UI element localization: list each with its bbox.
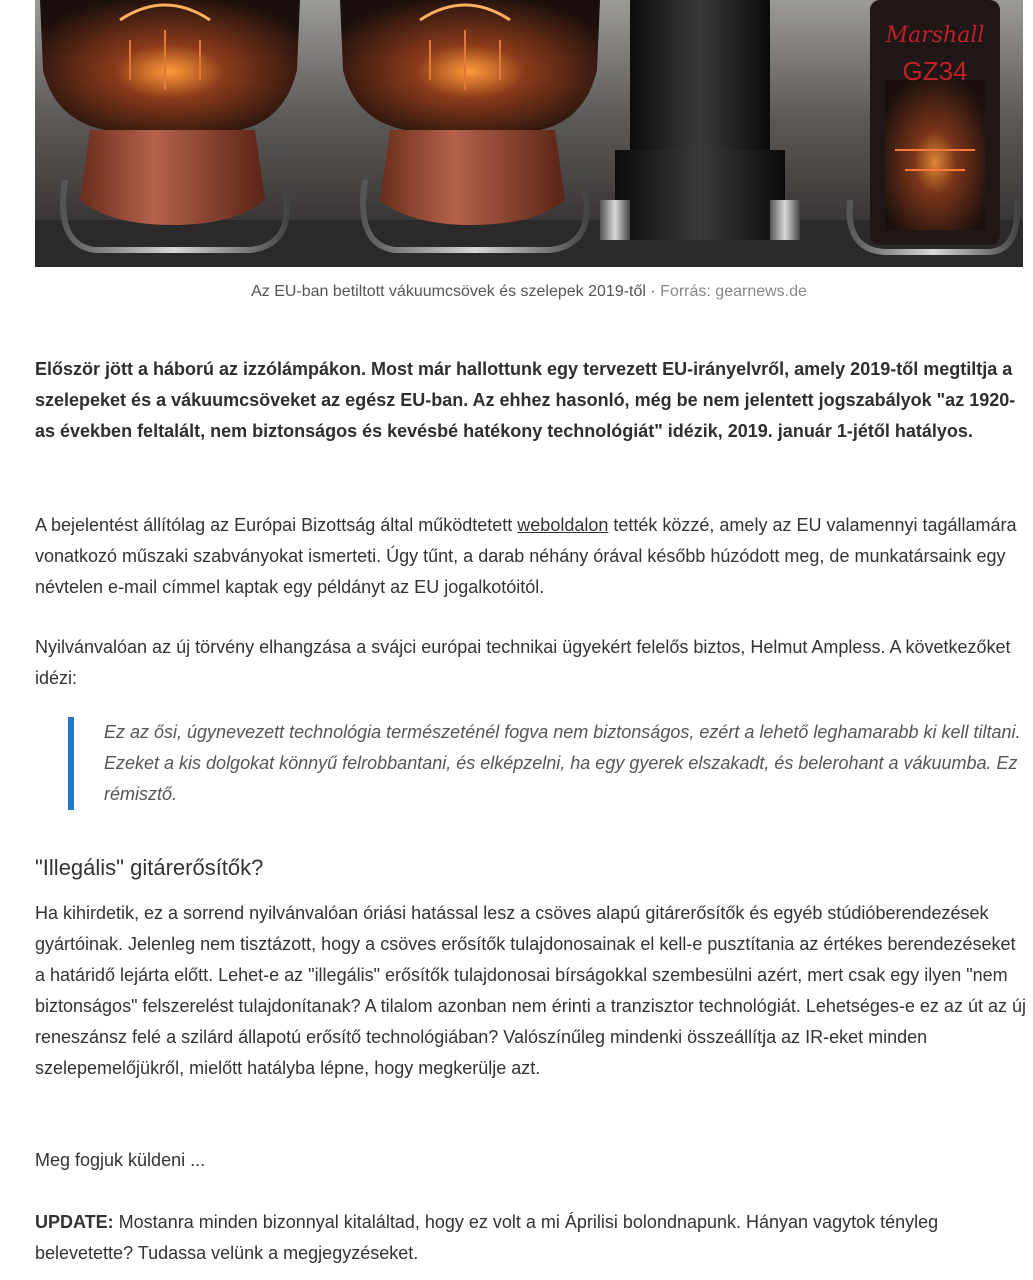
caption-text: Az EU-ban betiltott vákuumcsövek és szelepek 2019-től ·: [251, 283, 661, 300]
tube-3: [600, 0, 800, 240]
caption-source: Forrás: gearnews.de: [660, 283, 807, 300]
quote-block: Ez az ősi, úgynevezett technológia természeténél fogva nem biztonságos, ezért a lehető leghamarabb ki kell tiltani. Ezeket a kis dolgokat könnyű felrobbantani, és elképzelni, ha egy gyerek elszakadt, és belerohant a vákuumba. Ez rémisztő.: [68, 717, 1033, 810]
article-paragraph-1: [35, 510, 1030, 603]
update-label: UPDATE:: [35, 1212, 114, 1232]
tube-4: [849, 0, 1017, 252]
article-lead: Először jött a háború az izzólámpákon. Most már hallottunk egy tervezett EU-irányelvről, amely 2019-től megtiltja a szelepeket és a vákuumcsöveket az egész EU-ban. Az ehhez hasonló, még be nem jelentett jogszabályok "az 1920-as években feltalált, nem biztonságos és kevésbé hatékony technológiát" idézik, 2019. január 1-jétől hatályos.: [35, 359, 1016, 441]
website-link[interactable]: weboldalon: [517, 515, 609, 535]
vacuum-tubes-photo: [35, 0, 1023, 267]
hero-image: [35, 0, 1023, 267]
section-heading: "Illegális" gitárerősítők?: [35, 855, 264, 880]
paragraph-1-end: tették közzé, amely az EU valamennyi tagállamára vonatkozó műszaki szabványokat ismerteti. Úgy tűnt, a darab néhány órával később húzódott meg, de munkatársaink egy névtelen e-mail címmel kaptak egy példányt az EU jogalkotóitól.: [35, 515, 1017, 597]
update-text: Mostanra minden bizonnyal kitaláltad, hogy ez volt a mi Áprilisi bolondnapunk. Hányan vagytok tényleg belevetette? Tudassa velünk a megjegyzéseket.: [35, 1212, 939, 1263]
update-paragraph: [35, 1207, 1030, 1269]
article-paragraph-3: Ha kihirdetik, ez a sorrend nyilvánvalóan óriási hatással lesz a csöves alapú gitárerősítők és egyéb stúdióberendezések gyártóinak. Jelenleg nem tisztázott, hogy a csöves erősítők tulajdonosainak el kell-e pusztítania az értékes berendezéseket a határidő lejárta előtt. Lehet-e az "illegális" erősítők tulajdonosai bírságokkal szembesülni azért, mert csak egy ilyen "nem biztonságos" felszerelést tulajdonítanak? A tilalom azonban nem érinti a tranzisztor technológiát. Lehetséges-e ez az út az új reneszánsz felé a szilárd állapotú erősítő technológiában? Valószínűleg mindenki összeállítja az IR-eket minden szelepemelőjükről, mielőtt hatályba lépne, hogy megkerülje azt.: [35, 903, 1026, 1078]
article-paragraph-2: Nyilvánvalóan az új törvény elhangzása a svájci európai technikai ügyekért felelős biztos, Helmut Ampless. A következőket idézi:: [35, 637, 1011, 688]
tube-brand-label: Marshall: [885, 23, 985, 48]
image-caption: [35, 283, 1023, 301]
paragraph-1-start: A bejelentést állítólag az Európai Bizottság által működtetett: [35, 515, 518, 535]
tube-model-label: GZ34: [902, 56, 968, 86]
article-paragraph-4: Meg fogjuk küldeni ...: [35, 1150, 206, 1170]
